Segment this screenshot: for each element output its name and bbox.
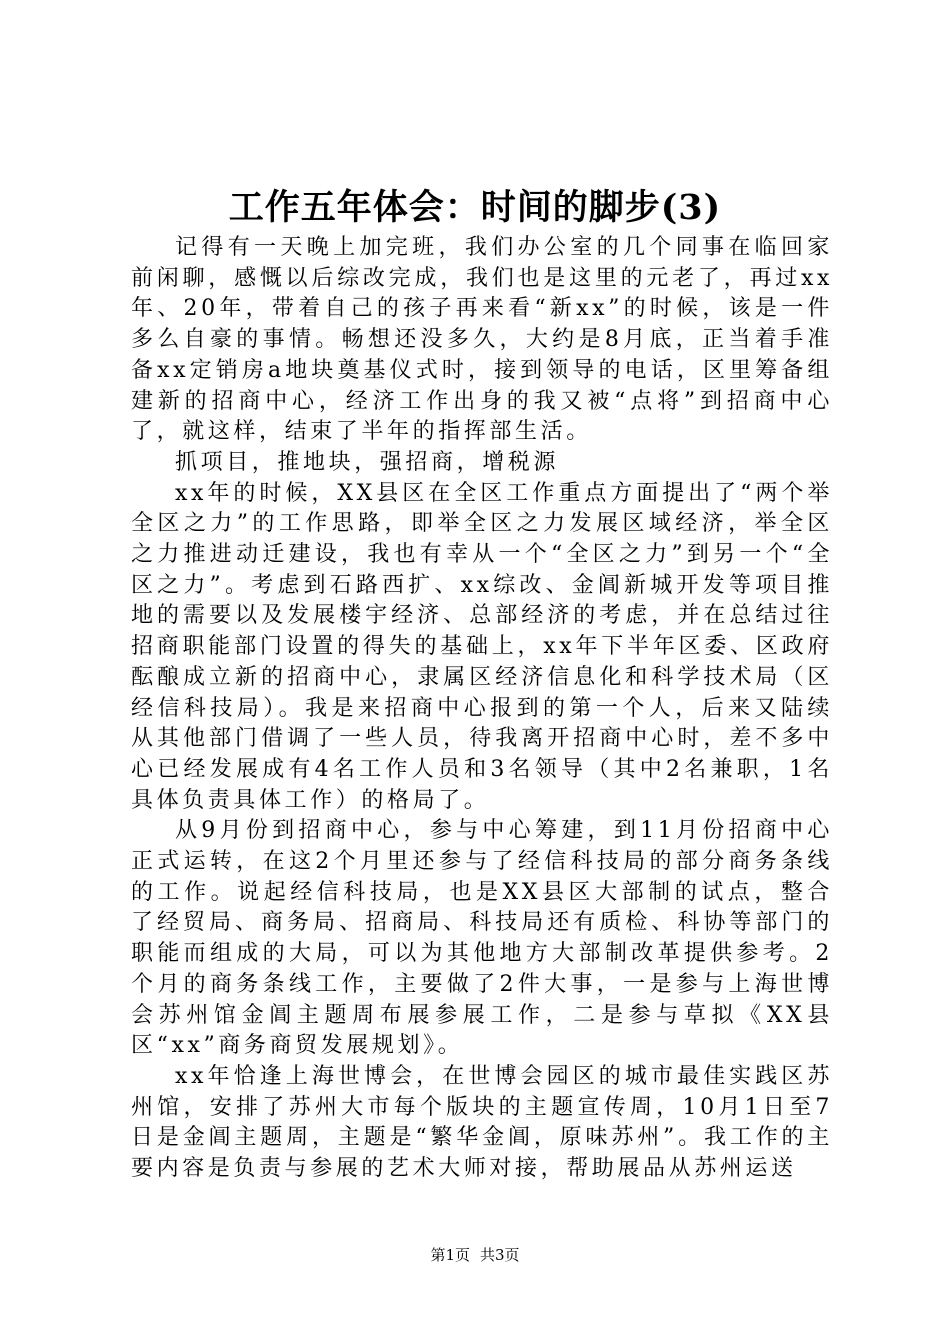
- section-heading: 抓项目，推地块，强招商，增税源: [175, 449, 560, 475]
- page-footer: [0, 1245, 950, 1265]
- paragraph: xx年的时候，XX县区在全区工作重点方面提出了“两个举全区之力”的工作思路，即举全区之力发展区域经济，举全区之力推进动迁建设，我也有幸从一个“全区之力”到另一个“全区之力”。考虑到石路西扩、xx综改、金阊新城开发等项目推地的需要以及发展楼宇经济、总部经济的考虑，并在总结过往招商职能部门设置的得失的基础上，xx年下半年区委、区政府酝酿成立新的招商中心，隶属区经济信息化和科学技术局（区经信科技局）。我是来招商中心报到的第一个人，后来又陆续从其他部门借调了一些人员，待我离开招商中心时，差不多中心已经发展成有4名工作人员和3名领导（其中2名兼职，1名具体负责具体工作）的格局了。: [131, 480, 833, 813]
- paragraph: xx年恰逢上海世博会，在世博会园区的城市最佳实践区苏州馆，安排了苏州大市每个版块的主题宣传周，10月1日至7日是金阊主题周，主题是“繁华金阊，原味苏州”。我工作的主要内容是负责与参展的艺术大师对接，帮助展品从苏州运送: [131, 1063, 833, 1182]
- document-body: [131, 233, 833, 1185]
- paragraph: 记得有一天晚上加完班，我们办公室的几个同事在临回家前闲聊，感慨以后综改完成，我们也是这里的元老了，再过xx年、20年，带着自己的孩子再来看“新xx”的时候，该是一件多么自豪的事情。畅想还没多久，大约是8月底，正当着手准备xx定销房a地块奠基仪式时，接到领导的电话，区里筹备组建新的招商中心，经济工作出身的我又被“点将”到招商中心了，就这样，结束了半年的指挥部生活。: [131, 235, 833, 445]
- document-title: 工作五年体会：时间的脚步(3): [228, 187, 722, 228]
- page-number: 第1页: [430, 1246, 470, 1264]
- paragraph: 从9月份到招商中心，参与中心筹建，到11月份招商中心正式运转，在这2个月里还参与了经信科技局的部分商务条线的工作。说起经信科技局，也是XX县区大部制的试点，整合了经贸局、商务局、招商局、科技局还有质检、科协等部门的职能而组成的大局，可以为其他地方大部制改革提供参考。2个月的商务条线工作，主要做了2件大事，一是参与上海世博会苏州馆金阊主题周布展参展工作，二是参与草拟《XX县区“xx”商务商贸发展规划》。: [131, 818, 833, 1059]
- page-total: 共3页: [480, 1246, 520, 1264]
